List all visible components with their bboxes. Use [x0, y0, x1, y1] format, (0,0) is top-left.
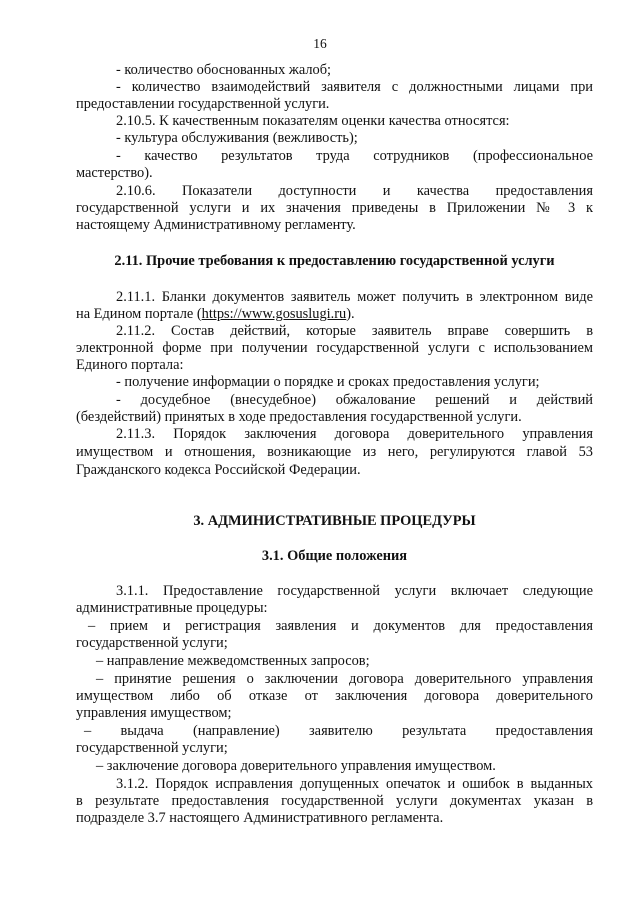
text-line: - досудебное (внесудебное) обжалование решений и действий — [116, 392, 593, 408]
text-line: 2.10.6. Показатели доступности и качества предоставления — [116, 183, 593, 199]
section-heading: 2.11. Прочие требования к предоставлению государственной услуги — [114, 253, 555, 269]
text-line: управления имуществом; — [76, 705, 232, 721]
list-item: – направление межведомственных запросов; — [96, 653, 370, 669]
text-line: Единого портала: — [76, 357, 184, 373]
text-line: электронной форме при получении государственной услуги с использованием — [76, 340, 593, 356]
text-fragment: на Едином портале ( — [76, 306, 202, 322]
text-line: государственной услуги и их значения приведены в Приложении № 3 к — [76, 200, 593, 216]
text-line: (бездействий) принятых в ходе предоставления государственной услуги. — [76, 409, 522, 425]
text-line: имуществом либо об отказе от заключения договора доверительного — [76, 688, 593, 704]
list-item: – прием и регистрация заявления и документов для предоставления — [88, 618, 593, 634]
list-item: – выдача (направление) заявителю результата предоставления — [84, 723, 593, 739]
text-line: - качество результатов труда сотрудников (профессиональное — [116, 148, 593, 164]
text-line: административные процедуры: — [76, 600, 268, 616]
text-line: 2.11.2. Состав действий, которые заявитель вправе совершить в — [116, 323, 593, 339]
text-line: государственной услуги; — [76, 740, 228, 756]
list-item: – заключение договора доверительного управления имуществом. — [96, 758, 496, 774]
subsection-heading: 3.1. Общие положения — [261, 548, 408, 564]
list-item: – принятие решения о заключении договора доверительного управления — [96, 671, 593, 687]
text-line: 3.1.1. Предоставление государственной услуги включает следующие — [116, 583, 593, 599]
text-line: 3.1.2. Порядок исправления допущенных опечаток и ошибок в выданных — [116, 776, 593, 792]
text-line: - количество обоснованных жалоб; — [116, 62, 332, 78]
gosuslugi-link[interactable]: https://www.gosuslugi.ru — [201, 306, 347, 322]
text-line: подразделе 3.7 настоящего Административного регламента. — [76, 810, 444, 826]
text-line: Гражданского кодекса Российской Федерации. — [76, 462, 361, 478]
text-line: предоставлении государственной услуги. — [76, 96, 330, 112]
text-line: - получение информации о порядке и сроках предоставления услуги; — [116, 374, 540, 390]
text-line — [76, 306, 593, 323]
text-line: 2.10.5. К качественным показателям оценки качества относятся: — [116, 113, 510, 129]
text-line: - культура обслуживания (вежливость); — [116, 130, 358, 146]
text-line: 2.11.3. Порядок заключения договора доверительного управления — [116, 426, 593, 442]
page-number: 16 — [313, 36, 327, 51]
text-line: мастерство). — [76, 165, 153, 181]
text-line: в результате предоставления государственной услуги документах указан в — [76, 793, 593, 809]
chapter-heading: 3. АДМИНИСТРАТИВНЫЕ ПРОЦЕДУРЫ — [193, 513, 476, 529]
text-line: - количество взаимодействий заявителя с должностными лицами при — [116, 79, 593, 95]
text-line: 2.11.1. Бланки документов заявитель может получить в электронном виде — [116, 289, 593, 305]
text-fragment: ). — [346, 306, 355, 322]
text-line: настоящему Административному регламенту. — [76, 217, 356, 233]
text-line: имуществом и отношения, возникающие из него, регулируются главой 53 — [76, 444, 593, 460]
text-line: государственной услуги; — [76, 635, 228, 651]
